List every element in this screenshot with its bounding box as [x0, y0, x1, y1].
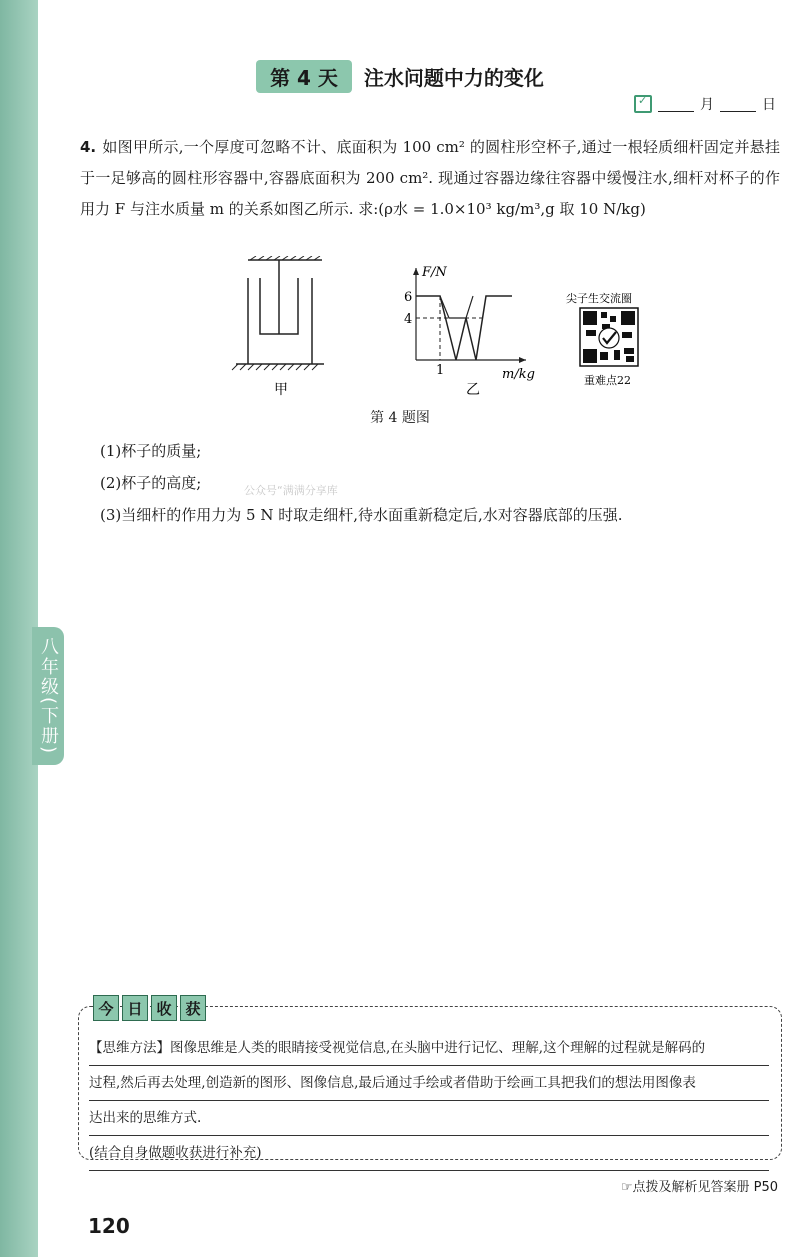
- sub-question-1: (1)杯子的质量;: [100, 442, 202, 460]
- question-number: 4.: [80, 138, 97, 156]
- qr-bottom-label: 重难点22: [584, 374, 631, 387]
- sub-question-2: (2)杯子的高度;: [100, 474, 202, 492]
- summary-char-2: 日: [122, 995, 148, 1021]
- watermark: 公众号“满满分享库: [244, 484, 338, 497]
- summary-char-3: 收: [151, 995, 177, 1021]
- figure-jia: [232, 256, 324, 398]
- figure-yi: [404, 265, 535, 398]
- summary-header: [93, 995, 206, 1021]
- summary-line-3: 达出来的思维方式.: [89, 1101, 769, 1136]
- x-axis-label: m/kg: [502, 367, 535, 382]
- label-yi: 乙: [466, 382, 480, 398]
- day-blank: [720, 97, 756, 112]
- grade-label: 八年级(下册): [38, 636, 59, 756]
- qr-code: [566, 291, 638, 387]
- grade-tab: [32, 627, 64, 765]
- summary-char-1: 今: [93, 995, 119, 1021]
- tick-1: 1: [436, 363, 445, 378]
- summary-line-2: 过程,然后再去处理,创造新的图形、图像信息,最后通过手绘或者借助于绘画工具把我们的想法用图像表: [89, 1066, 769, 1101]
- sub-question-3: (3)当细杆的作用力为 5 N 时取走细杆,待水面重新稳定后,水对容器底部的压强.: [100, 506, 623, 524]
- day-label: 日: [762, 97, 776, 113]
- day-badge: 第 4 天: [256, 60, 352, 93]
- label-jia: 甲: [274, 382, 288, 398]
- summary-line-1: 【思维方法】图像思维是人类的眼睛接受视觉信息,在头脑中进行记忆、理解,这个理解的过程就是解码的: [89, 1031, 769, 1066]
- question-4: [80, 132, 780, 225]
- month-label: 月: [700, 97, 714, 113]
- answer-reference: ☞点拨及解析见答案册 P50: [620, 1180, 778, 1195]
- question-text: 如图甲所示,一个厚度可忽略不计、底面积为 100 cm² 的圆柱形空杯子,通过一根轻质细杆固定并悬挂于一足够高的圆柱形容器中,容器底面积为 200 cm². 现通过容器边缘往容器中缓慢注水,细杆对杯子的作用力 F 与注水质量 m 的关系如图乙所示. 求:(ρ水 = 1.0×10³ kg/m³,g 取 10 N/kg): [80, 138, 780, 218]
- tick-4: 4: [404, 312, 413, 327]
- daily-summary-box: [78, 999, 782, 1161]
- month-blank: [658, 97, 694, 112]
- summary-text: [89, 1031, 769, 1171]
- date-line: [634, 94, 776, 114]
- figure-caption: 第 4 题图: [370, 410, 430, 426]
- question-figure: [230, 256, 650, 416]
- summary-line-4: (结合自身做题收获进行补充): [89, 1136, 769, 1171]
- page-number: 120: [88, 1214, 130, 1238]
- calendar-icon: [634, 95, 652, 113]
- summary-char-4: 获: [180, 995, 206, 1021]
- page-title: [0, 60, 800, 93]
- qr-top-label: 尖子生交流圈: [566, 292, 632, 305]
- y-axis-label: F/N: [422, 265, 447, 280]
- title-text: 注水问题中力的变化: [363, 66, 544, 90]
- tick-6: 6: [404, 290, 413, 305]
